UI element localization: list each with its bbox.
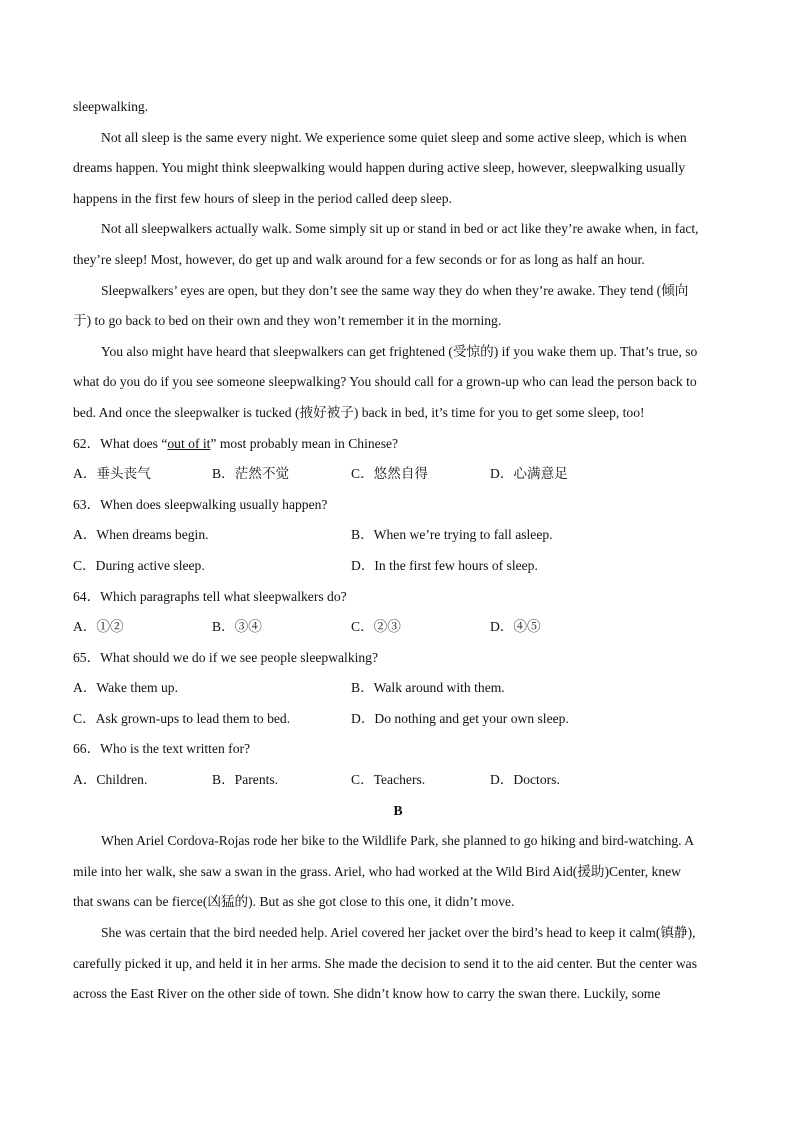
paragraph-line: You also might have heard that sleepwalkers can get frightened (受惊的) if you wake them up. That’s true, so — [101, 343, 698, 359]
options-row — [73, 551, 723, 582]
question-text: 66．Who is the text written for? — [73, 741, 251, 757]
options-row — [73, 520, 723, 551]
underlined-phrase: out of it — [167, 435, 211, 451]
paragraph-line: dreams happen. You might think sleepwalking would happen during active sleep, however, sleepwalking usually — [73, 160, 686, 176]
option-b[interactable]: B．Walk around with them. — [351, 680, 505, 696]
paragraph-line: 于) to go back to bed on their own and they won’t remember it in the morning. — [73, 313, 502, 329]
question-text: 63．When does sleepwalking usually happen? — [73, 496, 328, 512]
options-row — [73, 704, 723, 735]
question-63 — [73, 490, 723, 582]
options-row — [73, 673, 723, 704]
option-b[interactable]: B．③④ — [212, 619, 262, 635]
options-row — [73, 612, 723, 643]
option-a[interactable]: A．①② — [73, 619, 124, 635]
option-d[interactable]: D．④⑤ — [490, 619, 541, 635]
option-b[interactable]: B．茫然不觉 — [212, 466, 290, 482]
option-a[interactable]: A．垂头丧气 — [73, 466, 151, 482]
options-row — [73, 459, 723, 490]
document-page — [73, 92, 723, 1010]
paragraph-line: they’re sleep! Most, however, do get up and walk around for a few seconds or for as long as half an hour. — [73, 251, 645, 267]
question-text: 64．Which paragraphs tell what sleepwalkers do? — [73, 588, 347, 604]
paragraph-line: Not all sleep is the same every night. We experience some quiet sleep and some active sleep, which is when — [101, 129, 687, 145]
option-d[interactable]: D．心满意足 — [490, 466, 568, 482]
question-62 — [73, 429, 723, 490]
passage-a-tail — [73, 92, 723, 429]
option-d[interactable]: D．In the first few hours of sleep. — [351, 557, 538, 573]
paragraph-line: Sleepwalkers’ eyes are open, but they don’t see the same way they do when they’re awake. They tend (倾向 — [101, 282, 689, 298]
paragraph-line: happens in the first few hours of sleep in the period called deep sleep. — [73, 190, 452, 206]
option-c[interactable]: C．Ask grown-ups to lead them to bed. — [73, 710, 291, 726]
option-a[interactable]: A．Wake them up. — [73, 680, 178, 696]
option-d[interactable]: D．Do nothing and get your own sleep. — [351, 710, 569, 726]
paragraph-line: When Ariel Cordova-Rojas rode her bike to the Wildlife Park, she planned to go hiking and bird-watching. A — [101, 833, 695, 849]
paragraph-line: Not all sleepwalkers actually walk. Some simply sit up or stand in bed or act like they’re awake when, in fact, — [101, 221, 699, 237]
question-text: 65．What should we do if we see people sleepwalking? — [73, 649, 379, 665]
passage-b — [73, 826, 723, 1010]
paragraph-line: across the East River on the other side of town. She didn’t know how to carry the swan there. Luckily, some — [73, 986, 661, 1002]
option-c[interactable]: C．②③ — [351, 619, 401, 635]
paragraph-line: what do you do if you see someone sleepwalking? You should call for a grown-up who can lead the person back to — [73, 374, 697, 390]
question-text-pre: 62．What does “ — [73, 435, 168, 451]
option-c[interactable]: C．Teachers. — [351, 772, 426, 788]
option-c[interactable]: C．悠然自得 — [351, 466, 429, 482]
paragraph-line: bed. And once the sleepwalker is tucked (掖好被子) back in bed, it’s time for you to get some sleep, too! — [73, 404, 645, 420]
option-c[interactable]: C．During active sleep. — [73, 557, 205, 573]
question-66 — [73, 734, 723, 795]
option-d[interactable]: D．Doctors. — [490, 772, 560, 788]
paragraph-line: that swans can be fierce(凶猛的). But as she got close to this one, it didn’t move. — [73, 894, 515, 910]
question-text — [73, 429, 723, 460]
options-row — [73, 765, 723, 796]
question-text-post: ” most probably mean in Chinese? — [210, 435, 399, 451]
option-a[interactable]: A．When dreams begin. — [73, 527, 209, 543]
paragraph-line: She was certain that the bird needed help. Ariel covered her jacket over the bird’s head to keep it calm(镇静), — [101, 925, 696, 941]
option-b[interactable]: B．When we’re trying to fall asleep. — [351, 527, 553, 543]
question-64 — [73, 582, 723, 643]
section-b-heading: B — [393, 802, 403, 818]
paragraph-line: mile into her walk, she saw a swan in the grass. Ariel, who had worked at the Wild Bird Aid(援助)Center, knew — [73, 863, 681, 879]
question-65 — [73, 643, 723, 735]
option-a[interactable]: A．Children. — [73, 772, 148, 788]
paragraph-line: sleepwalking. — [73, 99, 149, 114]
paragraph-line: carefully picked it up, and held it in her arms. She made the decision to send it to the aid center. But the center was — [73, 955, 697, 971]
option-b[interactable]: B．Parents. — [212, 772, 279, 788]
